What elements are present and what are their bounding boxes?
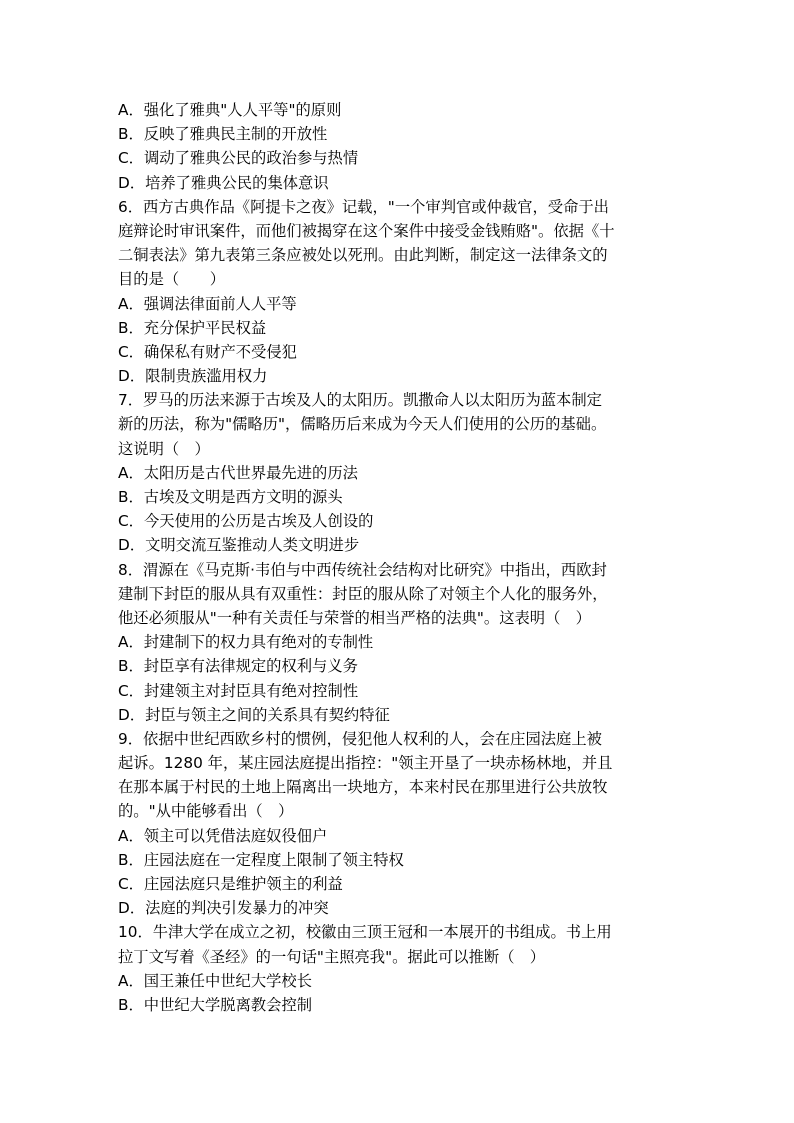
option-a: A．领主可以凭借法庭奴役佃户 — [118, 826, 328, 845]
question-stem-line: 起诉。1280 年，某庄园法庭提出指控："领主开垦了一块赤杨林地，并且 — [118, 754, 613, 773]
question-stem-line: 在那本属于村民的土地上隔离出一块地方，本来村民在那里进行公共放牧 — [118, 778, 608, 797]
document-page — [118, 98, 678, 1017]
option-b: B．中世纪大学脱离教会控制 — [118, 995, 313, 1014]
question-stem-line: 6．西方古典作品《阿提卡之夜》记载，"一个审判官或仲裁官，受命于出 — [118, 197, 609, 216]
option-d: D．文明交流互鉴推动人类文明进步 — [118, 536, 360, 555]
question-10 — [118, 920, 678, 1017]
question-stem-line: 这说明（ ） — [118, 439, 210, 458]
option-c: C．调动了雅典公民的政治参与热情 — [118, 149, 359, 168]
option-a: A．国王兼任中世纪大学校长 — [118, 971, 313, 990]
question-9 — [118, 727, 678, 921]
option-a: A．强调法律面前人人平等 — [118, 294, 297, 313]
question-stem-line: 的。"从中能够看出（ ） — [118, 802, 294, 821]
option-d: D．限制贵族滥用权力 — [118, 367, 268, 386]
question-6 — [118, 195, 678, 389]
option-b: B．充分保护平民权益 — [118, 318, 267, 337]
question-stem-line: 10．牛津大学在成立之初，校徽由三顶王冠和一本展开的书组成。书上用 — [118, 923, 612, 942]
question-stem-line: 建制下封臣的服从具有双重性：封臣的服从除了对领主个人化的服务外， — [118, 584, 608, 603]
question-7 — [118, 388, 678, 557]
option-b: B．封臣享有法律规定的权利与义务 — [118, 657, 358, 676]
option-d: D．法庭的判决引发暴力的冲突 — [118, 899, 329, 918]
option-a: A．封建制下的权力具有绝对的专制性 — [118, 633, 374, 652]
question-stem-line: 新的历法，称为"儒略历"，儒略历后来成为今天人们使用的公历的基础。 — [118, 415, 607, 434]
question-stem-line: 二铜表法》第九表第三条应被处以死刑。由此判断，制定这一法律条文的 — [118, 246, 608, 265]
option-b: B．反映了雅典民主制的开放性 — [118, 125, 328, 144]
option-b: B．庄园法庭在一定程度上限制了领主特权 — [118, 850, 404, 869]
question-stem-line: 8．渭源在《马克斯·韦伯与中西传统社会结构对比研究》中指出，西欧封 — [118, 560, 607, 579]
question-stem-line: 9．依据中世纪西欧乡村的惯例，侵犯他人权利的人，会在庄园法庭上被 — [118, 729, 602, 748]
option-c: C．今天使用的公历是古埃及人创设的 — [118, 512, 374, 531]
option-a: A．强化了雅典"人人平等"的原则 — [118, 101, 342, 119]
option-a: A．太阳历是古代世界最先进的历法 — [118, 463, 358, 482]
question-stem-line: 7．罗马的历法来源于古埃及人的太阳历。凯撒命人以太阳历为蓝本制定 — [118, 391, 602, 410]
question-stem-line: 他还必须服从"一种有关责任与荣誉的相当严格的法典"。这表明（ ） — [118, 608, 591, 627]
option-b: B．古埃及文明是西方文明的源头 — [118, 488, 343, 506]
question-5-options — [118, 98, 678, 195]
option-d: D．封臣与领主之间的关系具有契约特征 — [118, 705, 390, 724]
question-stem-line: 庭辩论时审讯案件，而他们被揭穿在这个案件中接受金钱贿赂"。依据《十 — [118, 221, 615, 240]
option-c: C．庄园法庭只是维护领主的利益 — [118, 875, 343, 893]
option-c: C．确保私有财产不受侵犯 — [118, 342, 297, 361]
question-8 — [118, 558, 678, 727]
question-stem-line: 目的是（ ） — [118, 270, 226, 289]
option-c: C．封建领主对封臣具有绝对控制性 — [118, 681, 359, 700]
option-d: D．培养了雅典公民的集体意识 — [118, 173, 329, 192]
question-stem-line: 拉丁文写着《圣经》的一句话"主照亮我"。据此可以推断（ ） — [118, 947, 546, 966]
